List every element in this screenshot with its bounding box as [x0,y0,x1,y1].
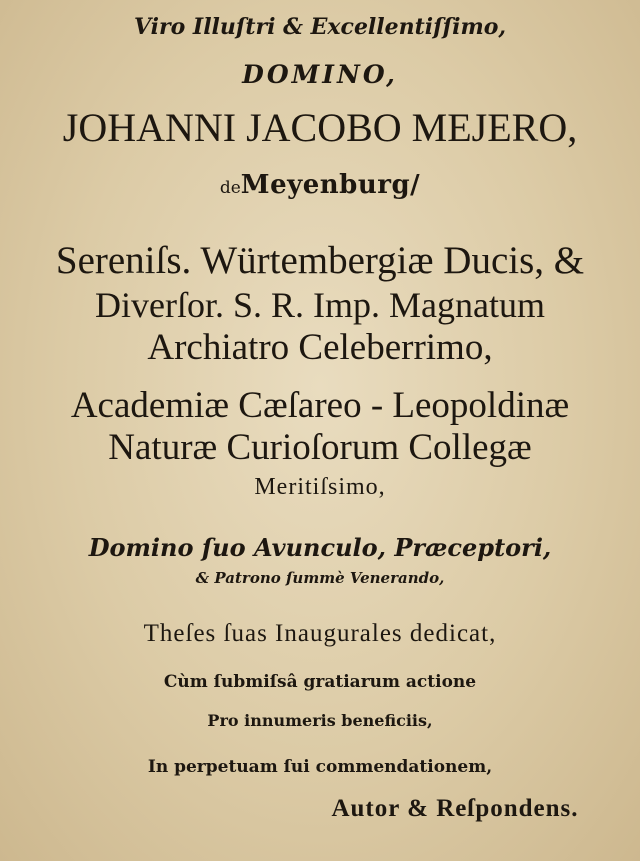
place-name: Meyenburg/ [240,170,421,200]
dedication-line-theses: Theſes ſuas Inaugurales dedicat, [143,620,497,647]
dedication-line-ducis: Sereniſs. Würtembergiæ Ducis, & [55,239,585,282]
dedication-line-magnatum: Diverſor. S. R. Imp. Magnatum [95,285,545,325]
dedication-line-academiae: Academiæ Cæſareo - Leopoldinæ [70,385,570,426]
dedication-line-patrono: & Patrono ſummè Venerando, [195,569,445,587]
dedication-line-recipient-title: Viro Illuſtri & Excellentiſſimo, [133,14,507,40]
dedication-line-domino: DOMINO, [242,60,398,89]
dedication-line-commendationem: In perpetuam ſui commendationem, [147,757,493,777]
dedication-line-gratiarum: Cùm ſubmiſsâ gratiarum actione [163,672,477,692]
dedication-line-place [0,170,640,200]
dedication-line-recipient-name: JOHANNI JACOBO MEJERO, [62,105,578,150]
dedication-line-beneficiis: Pro innumeris beneficiis, [207,711,433,730]
dedication-line-avunculo: Domino ſuo Avunculo, Præceptori, [88,533,552,562]
dedication-line-curiosorum: Naturæ Curioſorum Collegæ [108,427,532,468]
dedication-line-meritissimo: Meritiſsimo, [254,474,386,500]
dedication-line-archiatro: Archiatro Celeberrimo, [147,327,493,368]
place-prefix: de [219,178,241,198]
dedication-line-autor: Autor & Reſpondens. [331,795,579,822]
